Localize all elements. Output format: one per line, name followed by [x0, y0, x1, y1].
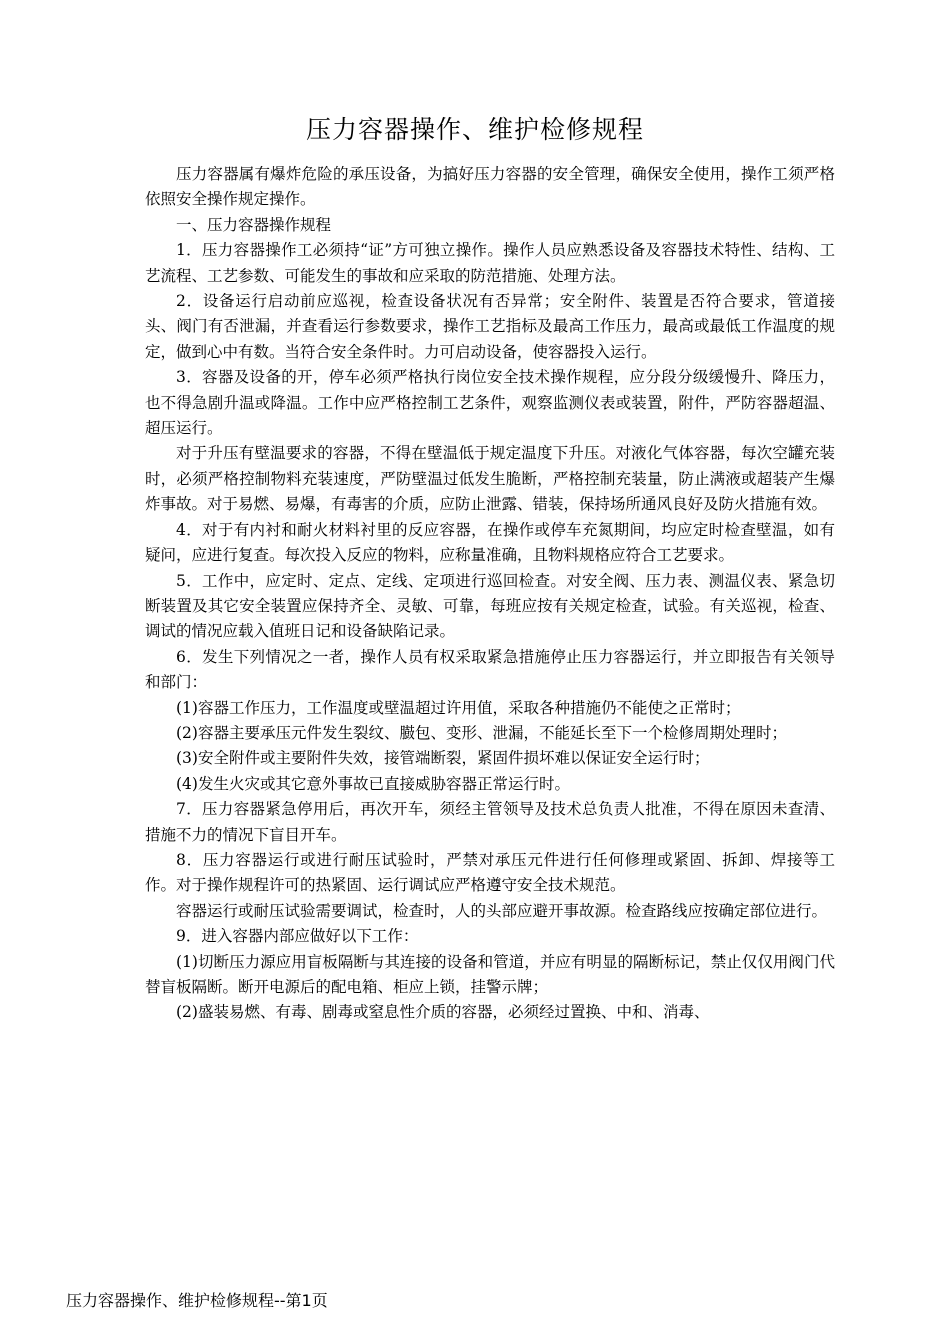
paragraph: 3．容器及设备的开，停车必须严格执行岗位安全技术操作规程，应分段分级缓慢升、降压力，也不得急剧升温或降温。工作中应严格控制工艺条件，观察监测仪表或装置，附件，严防容器超温、超压运行。: [145, 368, 835, 438]
paragraph: 8．压力容器运行或进行耐压试验时，严禁对承压元件进行任何修理或紧固、拆卸、焊接等工作。对于操作规程许可的热紧固、运行调试应严格遵守安全技术规范。: [145, 850, 835, 895]
section-heading: 一、压力容器操作规程: [176, 215, 332, 234]
list-item: (2)容器主要承压元件发生裂纹、臌包、变形、泄漏，不能延长至下一个检修周期处理时；: [176, 723, 787, 742]
paragraph: 7．压力容器紧急停用后，再次开车，须经主管领导及技术总负责人批准，不得在原因未查清、措施不力的情况下盲目开车。: [145, 800, 835, 844]
page-footer: 压力容器操作、维护检修规程--第1页: [66, 1291, 328, 1310]
paragraph: 5．工作中，应定时、定点、定线、定项进行巡回检查。对安全阀、压力表、测温仪表、紧急切断装置及其它安全装置应保持齐全、灵敏、可靠，每班应按有关规定检查，试验。有关巡视，检查、调试的情况应载入值班日记和设备缺陷记录。: [145, 571, 835, 641]
list-item: (1)容器工作压力，工作温度或壁温超过许用值，采取各种措施仍不能使之正常时；: [176, 698, 741, 717]
list-item: (3)安全附件或主要附件失效，接管端断裂，紧固件损坏难以保证安全运行时；: [176, 749, 710, 768]
paragraph: 4．对于有内衬和耐火材料衬里的反应容器，在操作或停车充氮期间，均应定时检查壁温，如有疑问，应进行复查。每次投入反应的物料，应称量准确，且物料规格应符合工艺要求。: [145, 520, 835, 565]
list-item: (2)盛装易燃、有毒、剧毒或窒息性介质的容器，必须经过置换、中和、消毒、: [176, 1003, 710, 1022]
paragraph: 9．进入容器内部应做好以下工作：: [176, 927, 419, 946]
list-item: (1)切断压力源应用盲板隔断与其连接的设备和管道，并应有明显的隔断标记，禁止仅仅用阀门代替盲板隔断。断开电源后的配电箱、柜应上锁，挂警示牌；: [145, 952, 835, 996]
paragraph: 6．发生下列情况之一者，操作人员有权采取紧急措施停止压力容器运行，并立即报告有关领导和部门：: [145, 647, 835, 692]
paragraph: 2．设备运行启动前应巡视，检查设备状况有否异常；安全附件、装置是否符合要求，管道接头、阀门有否泄漏，并查看运行参数要求，操作工艺指标及最高工作压力，最高或最低工作温度的规定，做到心中有数。当符合安全条件时。力可启动设备，使容器投入运行。: [145, 292, 835, 361]
list-item: (4)发生火灾或其它意外事故已直接威胁容器正常运行时。: [176, 774, 570, 793]
document-body: [145, 162, 835, 1026]
paragraph: 对于升压有壁温要求的容器，不得在壁温低于规定温度下升压。对液化气体容器，每次空罐充装时，必须严格控制物料充装速度，严防壁温过低发生脆断，严格控制充装量，防止满液或超装产生爆炸事故。对于易燃、易爆，有毒害的介质，应防止泄露、错装，保持场所通风良好及防火措施有效。: [145, 444, 835, 514]
intro-paragraph: 压力容器属有爆炸危险的承压设备，为搞好压力容器的安全管理，确保安全使用，操作工须严格依照安全操作规定操作。: [145, 165, 835, 209]
paragraph: 1．压力容器操作工必须持“证”方可独立操作。操作人员应熟悉设备及容器技术特性、结构、工艺流程、工艺参数、可能发生的事故和应采取的防范措施、处理方法。: [145, 241, 835, 285]
document-title: 压力容器操作、维护检修规程: [305, 115, 644, 144]
paragraph: 容器运行或耐压试验需要调试，检查时，人的头部应避开事故源。检查路线应按确定部位进行。: [176, 901, 828, 920]
